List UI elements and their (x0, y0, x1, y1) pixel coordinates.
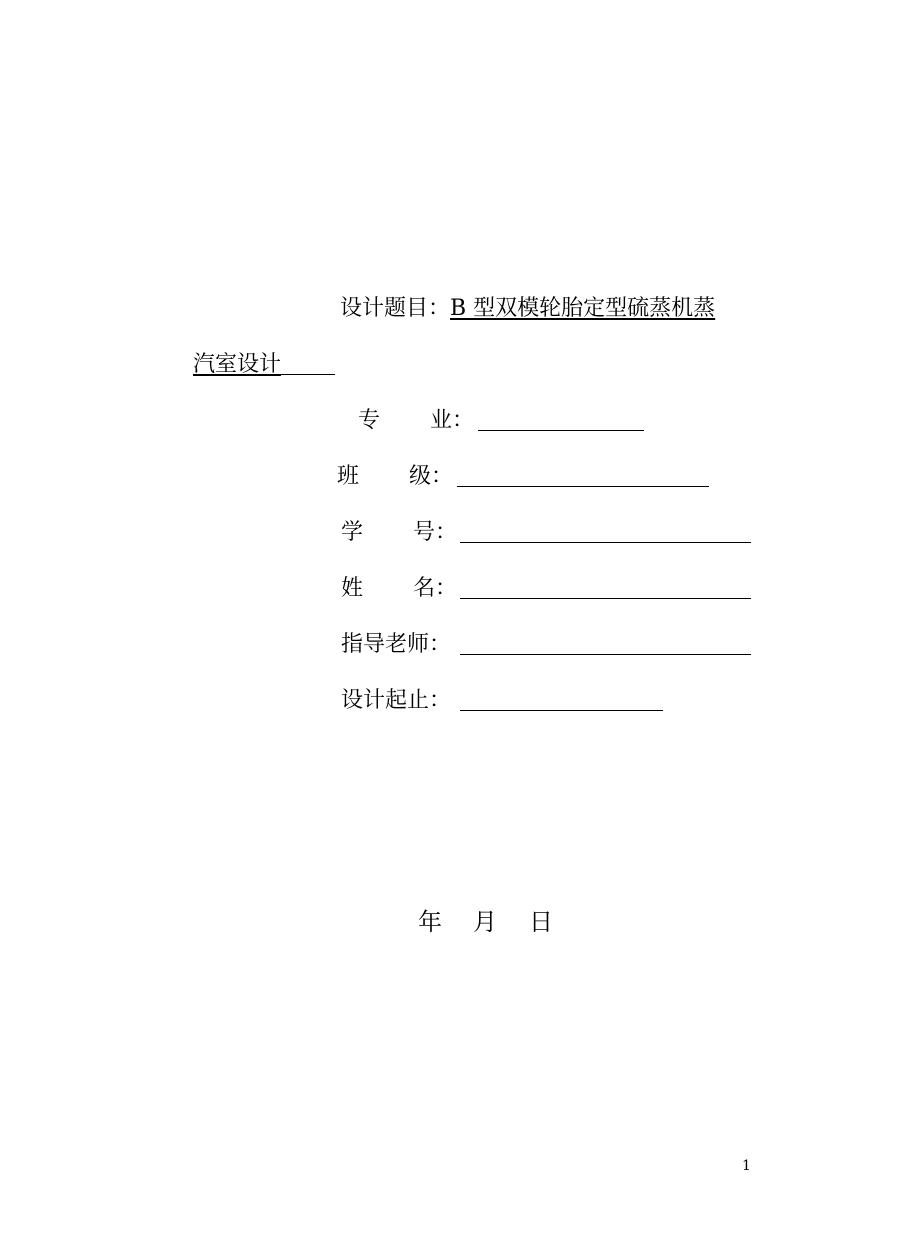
class-field[interactable] (457, 486, 709, 487)
major-label-char2: 业 (430, 408, 453, 433)
period-label: 设计起止： (341, 688, 452, 713)
class-label-char1: 班 (337, 464, 360, 489)
date-day: 日 (529, 908, 553, 936)
student-id-field[interactable] (460, 542, 751, 543)
advisor-label: 指导老师： (341, 632, 452, 657)
major-label-colon: ： (452, 408, 475, 433)
class-label-colon: ： (431, 464, 454, 489)
student-id-label-colon: ： (435, 520, 458, 545)
student-id-label-char2: 号 (413, 520, 436, 545)
name-label-char2: 名 (413, 576, 436, 601)
design-title-value: B 型双模轮胎定型硫蒸机蒸 (450, 296, 716, 321)
design-title-line1 (340, 295, 715, 323)
name-label-char1: 姓 (341, 576, 364, 601)
date-month: 月 (473, 908, 497, 936)
period-field[interactable] (460, 710, 663, 711)
name-field[interactable] (460, 598, 751, 599)
class-label-char2: 级 (409, 464, 432, 489)
major-label-char1: 专 (358, 408, 381, 433)
date-year: 年 (418, 908, 442, 936)
design-title-value-continued: 汽室设计 (193, 352, 282, 377)
design-title-label: 设计题目： (340, 296, 451, 321)
student-id-label-char1: 学 (341, 520, 364, 545)
title-underline-pad (281, 373, 335, 375)
design-title-line2 (193, 351, 335, 379)
page-number: 1 (742, 1158, 751, 1174)
advisor-field[interactable] (460, 654, 751, 655)
major-field[interactable] (478, 430, 644, 431)
name-label-colon: ： (435, 576, 458, 601)
